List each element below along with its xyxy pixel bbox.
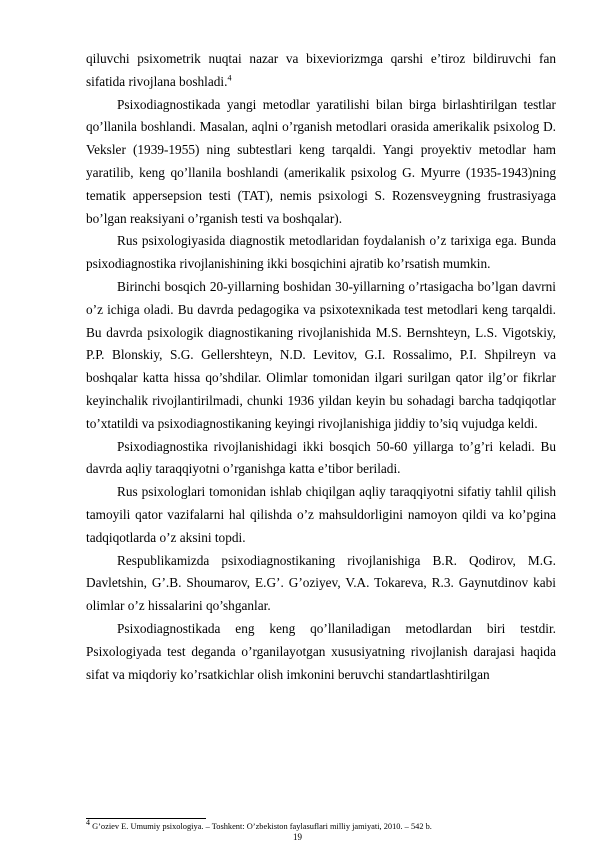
paragraph-6: Rus psixologlari tomonidan ishlab chiqilgan aqliy taraqqiyotni sifatiy tahlil qilish tamoyili qator vazifalarni hal qilishda o’z mahsuldorligini namoyon qildi va ko’pgina tadqiqotlarda o’z aksini topdi. (86, 484, 556, 545)
footnote (86, 818, 556, 832)
paragraph-7: Respublikamizda psixodiagnostikaning rivojlanishiga B.R. Qodirov, M.G. Davletshin, G’.B. Shoumarov, E.G’. G’oziyev, V.A. Tokareva, R.3. Gaynutdinov kabi olimlar o’z hissalarini qo’shganlar. (86, 552, 556, 614)
paragraph-1: qiluvchi psixometrik nuqtai nazar va bixeviorizmga qarshi e’tiroz bildiruvchi fan sifatida rivojlana boshladi.$^4$ (86, 51, 556, 89)
paragraph-4: Birinchi bosqich 20-yillarning boshidan 30-yillarning o’rtasigacha bo’lgan davrni o’z ichiga oladi. Bu davrda pedagogika va psixotexnikada test metodlari keng tarqaldi. Bu davrda psixologik diagnostikaning rivojlanishida M.S. Bernshteyn, L.S. Vigotskiy, P.P. Blonskiy, S.G. Gellershteyn, N.D. Levitov, G.I. Rossalimo, P.I. Shpilreyn va boshqalar katta hissa qo’shdilar. Olimlar tomonidan ilgari surilgan qator ilg’or fikrlar keyinchalik rivojlantirilmadi, chunki 1936 yildan keyin bu sohadagi barcha tadqiqotlar to’xtatildi va psixodiagnostikaning keyingi rivojlanishiga jiddiy to’siq vujudga keldi. (86, 278, 556, 431)
paragraph-3: Rus psixologiyasida diagnostik metodlaridan foydalanish o’z tarixiga ega. Bunda psixodiagnostika rivojlanishining ikki bosqichini ajratib ko’rsatish mumkin. (86, 233, 556, 272)
paragraph-8: Psixodiagnostikada eng keng qo’llaniladigan metodlardan biri testdir. Psixologiyada test deganda o’rganilayotgan xususiyatning rivojlanish darajasi haqida sifat va miqdoriy ko’rsatkichlar olish imkonini beruvchi standartlashtirilgan (86, 620, 556, 682)
page-body (86, 48, 556, 686)
paragraph-5: Psixodiagnostika rivojlanishidagi ikki bosqich 50-60 yillarga to’g’ri keladi. Bu davrda aqliy taraqqiyotni o’rganishga katta e’tibor beriladi. (86, 438, 556, 477)
footnote-divider (86, 818, 206, 819)
paragraph-2: Psixodiagnostikada yangi metodlar yaratilishi bilan birga birlashtirilgan testlar qo’llanila boshlandi. Masalan, aqlni o’rganish metodlari orasida amerikalik psixolog D. Veksler (1939-1955) ning subtestlari keng tarqaldi. Yangi proyektiv metodlar ham yaratilib, keng qo’llanila boshlandi (amerikalik psixolog G. Myurre (1935-1943)ning tematik appersepsion testi (TAT), nemis psixologi S. Rozensveygning frustrasiyaga bo’lgan reaksiyani o’rganish testi va boshqalar). (86, 96, 556, 226)
footnote-text: G’oziev E. Umumiy psixologiya. – Toshkent: O’zbekiston faylasuflari milliy jamiyati, 2010. – 542 b. (92, 822, 432, 831)
page-number: 19 (293, 832, 302, 842)
footnote-marker: 4 (86, 818, 90, 828)
footnote-reference: 4 (227, 73, 232, 83)
